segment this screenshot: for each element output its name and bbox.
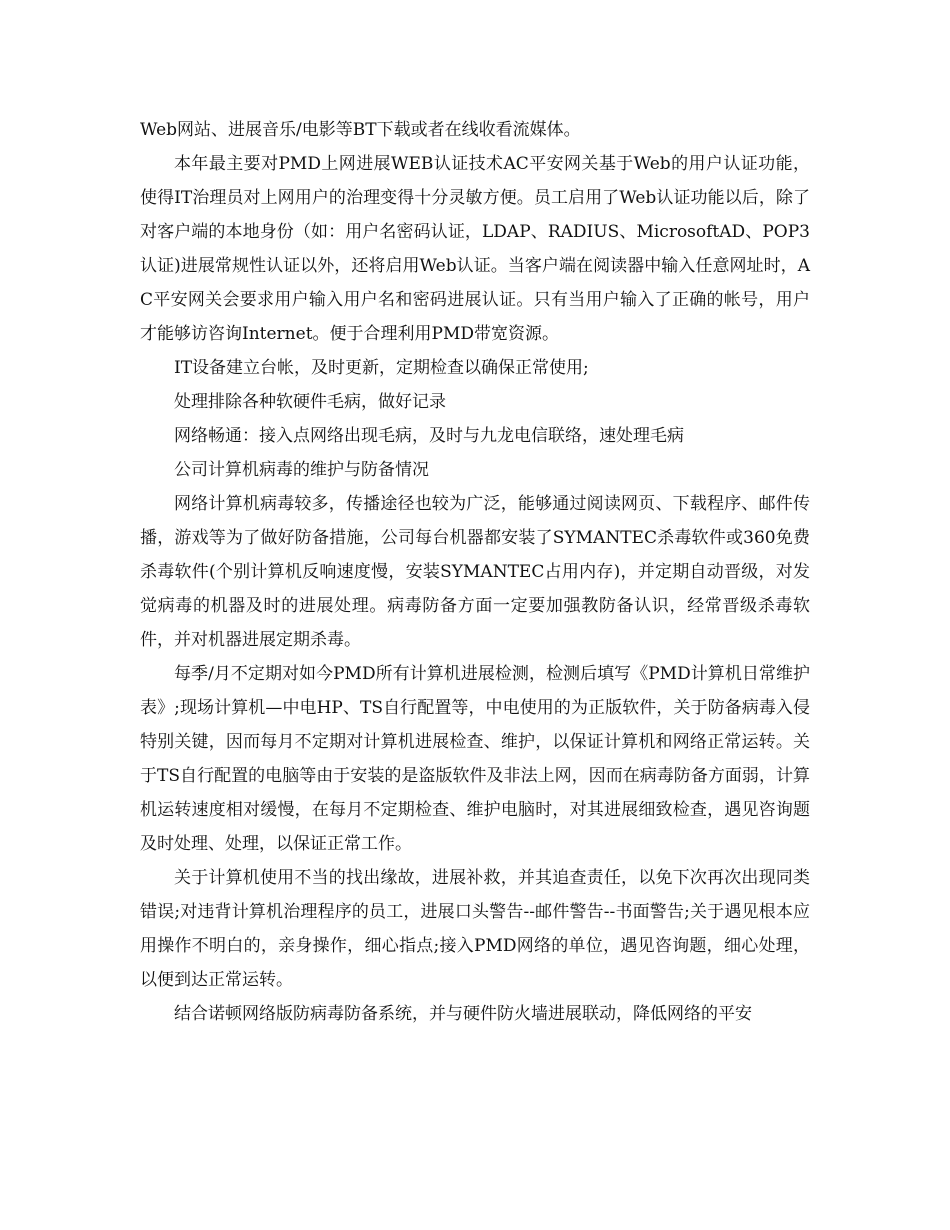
paragraph-web-streaming: Web网站、进展音乐/电影等BT下载或者在线收看流媒体。 [140,120,581,140]
paragraph-it-ledger: IT设备建立台帐，及时更新，定期检查以确保正常使用; [174,358,589,378]
paragraph-network-access: 网络畅通：接入点网络出现毛病，及时与九龙电信联络，速处理毛病 [174,426,684,446]
paragraph-computer-inspection: 每季/月不定期对如今PMD所有计算机进展检测，检测后填写《PMD计算机日常维护表》;现场计算机—中电HP、TS自行配置等，中电使用的为正版软件，关于防备病毒入侵特别关键，因而每月不定期对计算机进展检查、维护，以保证计算机和网络正常运转。关于TS自行配置的电脑等由于安装的是盗版软件及非法上网，因而在病毒防备方面弱，计算机运转速度相对缓慢，在每月不定期检查、维护电脑时，对其进展细致检查，遇见咨询题及时处理、处理，以保证正常工作。 [140,664,810,854]
paragraph-web-auth: 本年最主要对PMD上网进展WEB认证技术AC平安网关基于Web的用户认证功能，使得IT治理员对上网用户的治理变得十分灵敏方便。员工启用了Web认证功能以后，除了对客户端的本地身份（如：用户名密码认证，LDAP、RADIUS、MicrosoftAD、POP3认证)进展常规性认证以外，还将启用Web认证。当客户端在阅读器中输入任意网址时，AC平安网关会要求用户输入用户名和密码进展认证。只有当用户输入了正确的帐号，用户才能够访咨询Internet。便于合理利用PMD带宽资源。 [140,154,810,344]
document-body [140,113,810,1031]
paragraph-norton-firewall: 结合诺顿网络版防病毒防备系统，并与硬件防火墙进展联动，降低网络的平安 [174,1004,752,1024]
paragraph-virus-prevention: 网络计算机病毒较多，传播途径也较为广泛，能够通过阅读网页、下载程序、邮件传播，游戏等为了做好防备措施，公司每台机器都安装了SYMANTEC杀毒软件或360免费杀毒软件(个别计算机反响速度慢，安装SYMANTEC占用内存)，并定期自动晋级，对发觉病毒的机器及时的进展处理。病毒防备方面一定要加强教防备认识，经常晋级杀毒软件，并对机器进展定期杀毒。 [140,494,810,650]
paragraph-virus-heading: 公司计算机病毒的维护与防备情况 [174,460,429,480]
paragraph-misuse-handling: 关于计算机使用不当的找出缘故，进展补救，并其追查责任，以免下次再次出现同类错误;对违背计算机治理程序的员工，进展口头警告--邮件警告--书面警告;关于遇见根本应用操作不明白的，亲身操作，细心指点;接入PMD网络的单位，遇见咨询题，细心处理，以便到达正常运转。 [140,868,810,990]
paragraph-troubleshooting: 处理排除各种软硬件毛病，做好记录 [174,392,446,412]
